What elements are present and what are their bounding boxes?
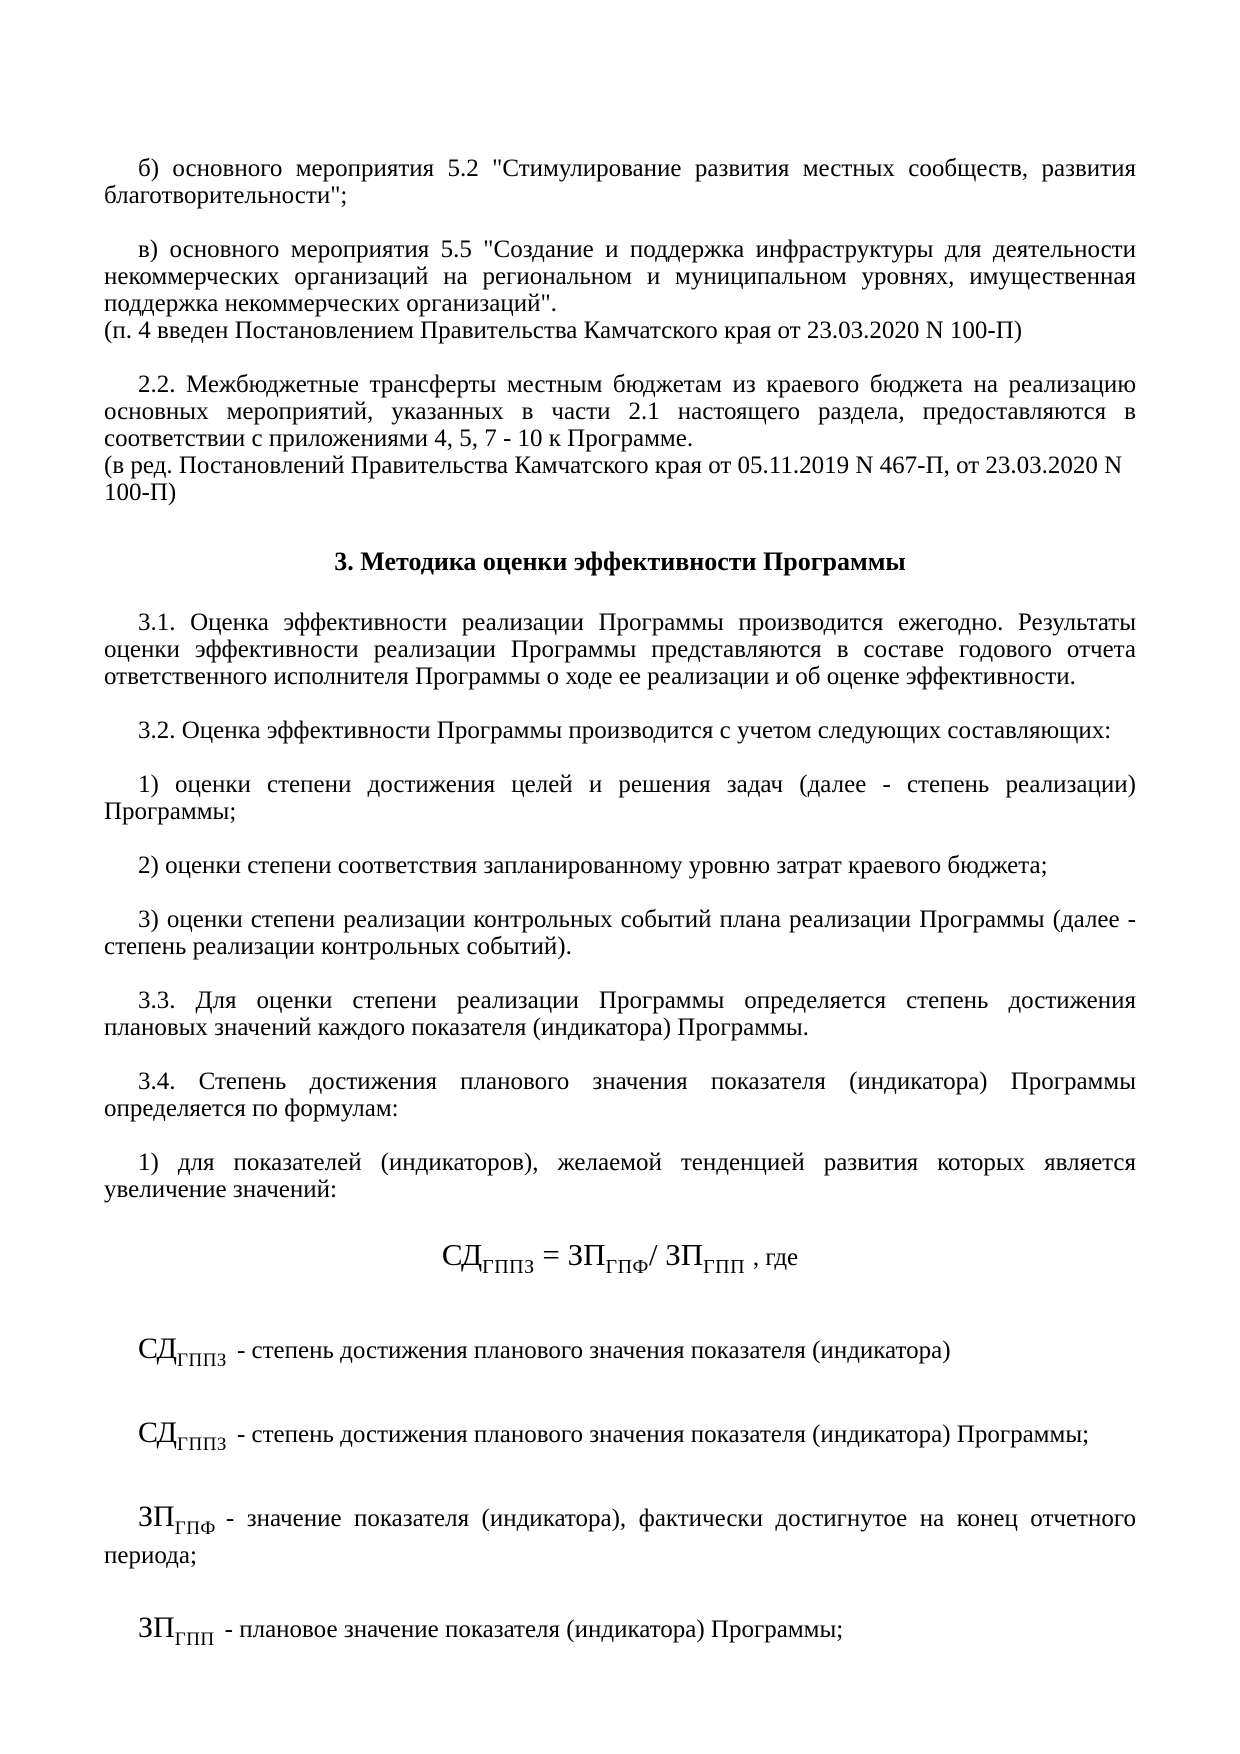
formula-numerator-base: ЗП [567, 1237, 606, 1272]
paragraph-3-1: 3.1. Оценка эффективности реализации Программы производится ежегодно. Результаты оценки эффективности реализации Программы представляются в составе годового отчета ответственного исполнителя Программы о ходе ее реализации и об оценке эффективности. [104, 609, 1136, 690]
definition-text: - плановое значение показателя (индикатора) Программы; [224, 1616, 844, 1643]
definition-term-subscript: ГППЗ [176, 1434, 227, 1455]
definition-term-base: ЗП [138, 1500, 175, 1533]
formula-denominator-subscript: ГПП [703, 1256, 746, 1278]
definition-term-base: СД [138, 1332, 177, 1365]
list-item-1: 1) оценки степени достижения целей и решения задач (далее - степень реализации) Программы; [104, 771, 1136, 825]
list-item-formula-intro: 1) для показателей (индикаторов), желаемой тенденцией развития которых является увеличение значений: [104, 1149, 1136, 1203]
formula-sd-gppz [104, 1239, 1136, 1283]
definition-sd-gppz-1 [104, 1332, 1136, 1374]
formula-lhs-subscript: ГППЗ [482, 1256, 535, 1278]
paragraph-3-4: 3.4. Степень достижения планового значения показателя (индикатора) Программы определяется по формулам: [104, 1068, 1136, 1122]
definition-term-subscript: ГППЗ [176, 1350, 227, 1371]
list-item-3: 3) оценки степени реализации контрольных событий плана реализации Программы (далее - степень реализации контрольных событий). [104, 906, 1136, 960]
definition-text: - степень достижения планового значения показателя (индикатора) [236, 1337, 951, 1364]
paragraph-item-v: в) основного мероприятия 5.5 "Создание и поддержка инфраструктуры для деятельности некоммерческих организаций на региональном и муниципальном уровнях, имущественная поддержка некоммерческих организаций". [104, 236, 1136, 317]
section-3-heading: 3. Методика оценки эффективности Программы [334, 547, 906, 576]
formula-numerator-subscript: ГПФ [605, 1256, 649, 1278]
formula-tail: , где [752, 1244, 799, 1271]
paragraph-2-2: 2.2. Межбюджетные трансферты местным бюджетам из краевого бюджета на реализацию основных мероприятий, указанных в части 2.1 настоящего раздела, предоставляются в соответствии с приложениями 4, 5, 7 - 10 к Программе. [104, 371, 1136, 452]
formula-denominator-base: ЗП [665, 1237, 704, 1272]
definition-term-base: ЗП [138, 1611, 175, 1644]
amendment-note-p4: (п. 4 введен Постановлением Правительства Камчатского края от 23.03.2020 N 100-П) [104, 317, 1023, 344]
amendment-note-red: (в ред. Постановлений Правительства Камчатского края от 05.11.2019 N 467-П, от 23.03.2020 N 100-П) [104, 452, 1123, 506]
paragraph-item-b: б) основного мероприятия 5.2 "Стимулирование развития местных сообществ, развития благотворительности"; [104, 155, 1136, 209]
definition-zp-gpf [104, 1500, 1136, 1569]
definition-text: - значение показателя (индикатора), фактически достигнутое на конец отчетного периода; [104, 1505, 1136, 1569]
formula-equals-sign: = [542, 1237, 560, 1272]
definition-text: - степень достижения планового значения показателя (индикатора) Программы; [236, 1421, 1090, 1448]
definition-term-subscript: ГПП [174, 1629, 215, 1650]
paragraph-3-3: 3.3. Для оценки степени реализации Программы определяется степень достижения плановых значений каждого показателя (индикатора) Программы. [104, 987, 1136, 1041]
paragraph-3-2: 3.2. Оценка эффективности Программы производится с учетом следующих составляющих: [138, 717, 1112, 744]
formula-slash: / [648, 1237, 658, 1272]
definition-sd-gppz-2 [104, 1416, 1136, 1458]
formula-lhs-base: СД [441, 1237, 483, 1272]
definition-term-base: СД [138, 1416, 177, 1449]
list-item-2: 2) оценки степени соответствия запланированному уровню затрат краевого бюджета; [138, 852, 1048, 879]
definition-term-subscript: ГПФ [174, 1518, 216, 1539]
definition-zp-gpp [104, 1611, 1136, 1653]
